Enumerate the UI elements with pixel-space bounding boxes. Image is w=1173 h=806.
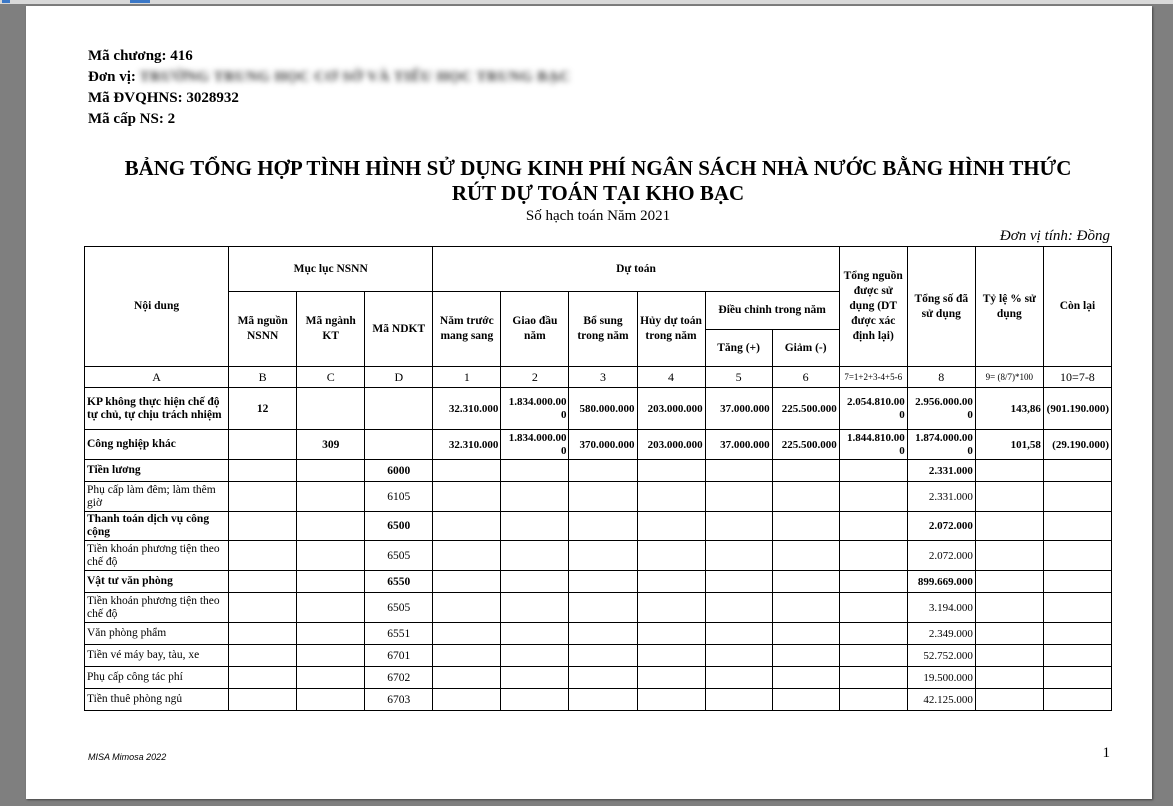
report-subtitle: Số hạch toán Năm 2021 [525,208,671,224]
cell-tang: 37.000.000 [705,388,772,430]
cell-noi-dung: Tiền thuê phòng ngủ [85,689,229,711]
cell-ma-ndkt: 6702 [365,667,433,689]
cell-ma-nganh [297,388,365,430]
header-ma-nguon: Mã nguồn NSNN [229,292,297,367]
col-index: 9= (8/7)*100 [975,367,1043,388]
header-muc-luc: Mục lục NSNN [229,247,433,292]
cell-huy: 203.000.000 [637,388,705,430]
table-row [85,623,1112,645]
cell-tong-so: 2.072.000 [907,512,975,541]
cell-ma-nguon: 12 [229,388,297,430]
cell-ma-ndkt [365,430,433,460]
table-row [85,571,1112,593]
toolbar-marker [130,0,150,3]
col-index: 1 [433,367,501,388]
cell-noi-dung: Tiền vé máy bay, tàu, xe [85,645,229,667]
header-ma-nganh: Mã ngành KT [297,292,365,367]
table-row [85,645,1112,667]
report-header-info [88,46,570,130]
budget-table [84,246,1112,711]
cell-noi-dung: Phụ cấp công tác phí [85,667,229,689]
col-index: 3 [569,367,637,388]
cell-tong-nguon: 1.844.810.000 [839,430,907,460]
table-row [85,667,1112,689]
ma-dvqhns: Mã ĐVQHNS: 3028932 [88,90,239,106]
don-vi [88,67,570,88]
cell-ma-ndkt: 6703 [365,689,433,711]
cell-tang: 37.000.000 [705,430,772,460]
table-row [85,430,1112,460]
column-index-row [85,367,1112,388]
cell-bo-sung: 580.000.000 [569,388,637,430]
don-vi-value-redacted: TRƯỜNG TRUNG HỌC CƠ SỞ VÀ TIỂU HỌC TRUNG BẠC [139,69,571,85]
cell-tong-so: 2.349.000 [907,623,975,645]
cell-huy: 203.000.000 [637,430,705,460]
cell-giam: 225.500.000 [772,388,839,430]
cell-tong-so: 2.956.000.000 [907,388,975,430]
cell-tong-so: 899.669.000 [907,571,975,593]
cell-ma-ndkt: 6701 [365,645,433,667]
header-ty-le: Tỷ lệ % sử dụng [975,247,1043,367]
cell-tong-so: 42.125.000 [907,689,975,711]
cell-con-lai: (29.190.000) [1043,430,1111,460]
cell-ma-ndkt: 6551 [365,623,433,645]
cell-tong-so: 2.331.000 [907,460,975,482]
col-index: 4 [637,367,705,388]
page-number: 1 [1102,745,1110,761]
col-index: C [297,367,365,388]
col-index: 2 [501,367,569,388]
col-index: 5 [705,367,772,388]
cell-tong-so: 2.072.000 [907,541,975,571]
col-index: 7=1+2+3-4+5-6 [839,367,907,388]
cell-ma-nguon [229,430,297,460]
window-top-strip [0,0,1173,4]
table-row [85,689,1112,711]
cell-tong-so: 19.500.000 [907,667,975,689]
table-row [85,482,1112,512]
header-huy-du-toan: Hủy dự toán trong năm [637,292,705,367]
cell-noi-dung: KP không thực hiện chế độ tự chủ, tự chịu trách nhiệm [85,388,229,430]
col-index: B [229,367,297,388]
header-tong-nguon: Tổng nguồn được sử dụng (DT được xác định lại) [839,247,907,367]
don-vi-label: Đơn vị: [88,69,136,85]
header-tang: Tăng (+) [705,330,772,367]
cell-bo-sung: 370.000.000 [569,430,637,460]
cell-tong-so: 3.194.000 [907,593,975,623]
header-con-lai: Còn lại [1043,247,1111,367]
report-title-line1: BẢNG TỔNG HỢP TÌNH HÌNH SỬ DỤNG KINH PHÍ NGÂN SÁCH NHÀ NƯỚC BẰNG HÌNH THỨC [124,156,1072,180]
cell-ma-ndkt: 6505 [365,541,433,571]
ma-cap-ns: Mã cấp NS: 2 [88,111,176,127]
cell-ma-ndkt: 6105 [365,482,433,512]
header-du-toan: Dự toán [433,247,839,292]
cell-noi-dung: Phụ cấp làm đêm; làm thêm giờ [85,482,229,512]
cell-ma-ndkt: 6000 [365,460,433,482]
report-page [26,6,1152,799]
cell-tong-so: 52.752.000 [907,645,975,667]
col-index: 6 [772,367,839,388]
cell-noi-dung: Vật tư văn phòng [85,571,229,593]
table-row [85,593,1112,623]
cell-ma-ndkt: 6505 [365,593,433,623]
software-footer: MISA Mimosa 2022 [88,752,167,762]
cell-noi-dung: Thanh toán dịch vụ công cộng [85,512,229,541]
cell-ma-ndkt: 6550 [365,571,433,593]
table-row [85,541,1112,571]
header-giao-dau: Giao đầu năm [501,292,569,367]
cell-noi-dung: Công nghiệp khác [85,430,229,460]
cell-noi-dung: Tiền khoán phương tiện theo chế độ [85,593,229,623]
currency-unit: Đơn vị tính: Đồng [999,228,1110,244]
cell-ma-nganh: 309 [297,430,365,460]
table-row [85,388,1112,430]
header-bo-sung: Bổ sung trong năm [569,292,637,367]
report-title-line2: RÚT DỰ TOÁN TẠI KHO BẠC [451,181,745,205]
cell-ma-ndkt: 6500 [365,512,433,541]
cell-ty-le: 101,58 [975,430,1043,460]
header-nam-truoc: Năm trước mang sang [433,292,501,367]
cell-giao-dau: 1.834.000.000 [501,430,569,460]
table-row [85,460,1112,482]
report-title [86,156,1110,206]
header-dieu-chinh: Điều chỉnh trong năm [705,292,839,330]
table-row [85,512,1112,541]
cell-noi-dung: Tiền khoán phương tiện theo chế độ [85,541,229,571]
cell-nam-truoc: 32.310.000 [433,430,501,460]
cell-con-lai: (901.190.000) [1043,388,1111,430]
cell-tong-so: 2.331.000 [907,482,975,512]
cell-tong-nguon: 2.054.810.000 [839,388,907,430]
cell-ma-ndkt [365,388,433,430]
col-index: D [365,367,433,388]
cell-nam-truoc: 32.310.000 [433,388,501,430]
toolbar-marker [2,0,10,3]
header-giam: Giảm (-) [772,330,839,367]
col-index: A [85,367,229,388]
header-tong-so: Tổng số đã sử dụng [907,247,975,367]
ma-chuong: Mã chương: 416 [88,48,193,64]
header-noi-dung: Nội dung [85,247,229,367]
cell-noi-dung: Tiền lương [85,460,229,482]
cell-tong-so: 1.874.000.000 [907,430,975,460]
cell-giam: 225.500.000 [772,430,839,460]
cell-ty-le: 143,86 [975,388,1043,430]
cell-giao-dau: 1.834.000.000 [501,388,569,430]
cell-noi-dung: Văn phòng phẩm [85,623,229,645]
header-ma-ndkt: Mã NDKT [365,292,433,367]
col-index: 10=7-8 [1043,367,1111,388]
col-index: 8 [907,367,975,388]
